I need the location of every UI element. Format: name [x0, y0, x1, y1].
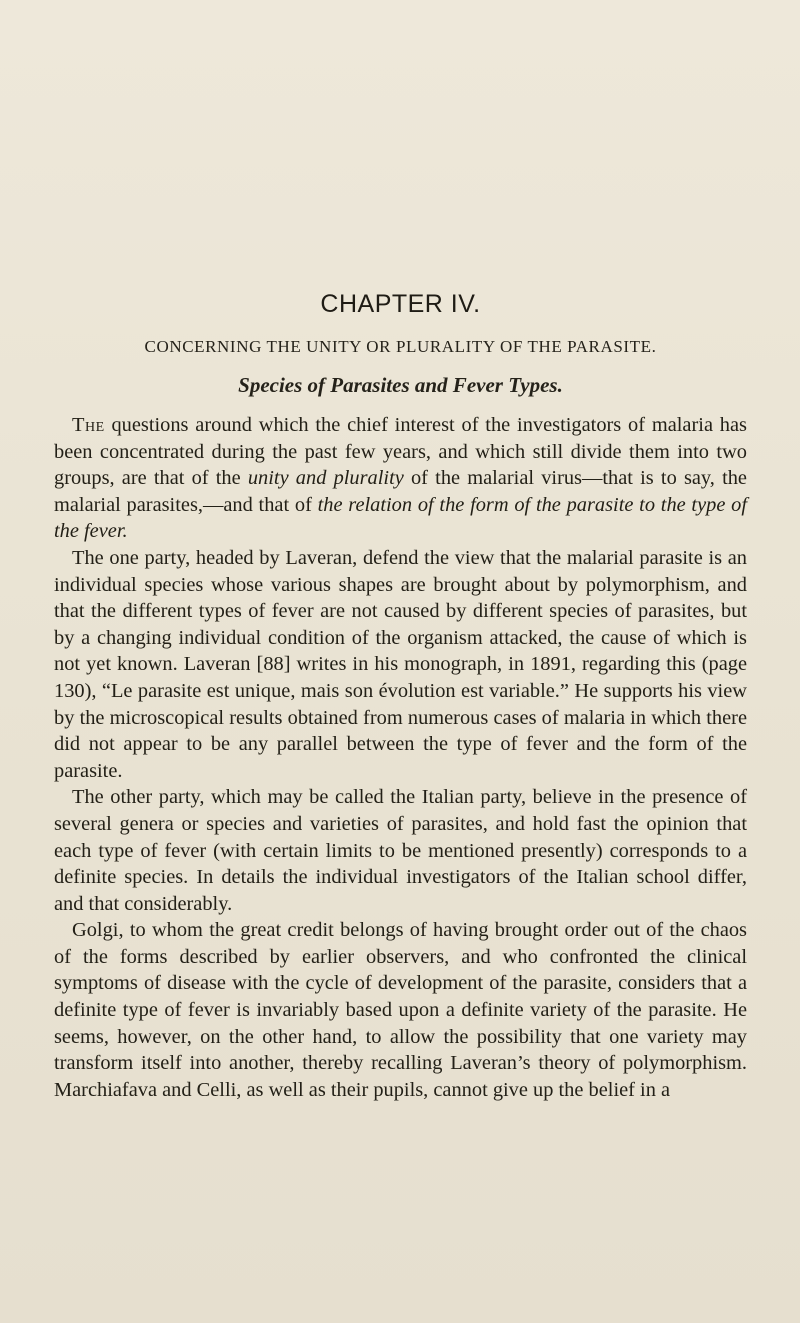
paragraph-1-italic-1: unity and plurality [247, 467, 404, 490]
paragraph-1-italic-2: the relation of the form of the parasite to the type of the fever. [54, 493, 747, 543]
chapter-subtitle: CONCERNING THE UNITY OR PLURALITY OF THE PARASITE. [144, 337, 657, 356]
chapter-title: CHAPTER IV. [320, 290, 481, 318]
paragraph-1 [54, 412, 747, 545]
section-title: Species of Parasites and Fever Types. [238, 373, 563, 397]
paragraph-1-lead: The [72, 414, 105, 436]
paragraph-1-text-b: of the malarial virus—that is to say, the malarial parasites,—and that of [54, 467, 747, 516]
paragraph-1-text-a: questions around which the chief interest of the investigators of malaria has been concentrated during the past few years, and which still divide them into two groups, are that of the [54, 414, 747, 490]
paragraph-4: Golgi, to whom the great credit belongs of having brought order out of the chaos of the forms described by earlier observers, and who confronted the clinical symptoms of disease with the cycle of development of the parasite, considers that a definite type of fever is invariably based upon a definite variety of the parasite. He seems, however, on the other hand, to allow the possibility that one variety may transform itself into another, thereby recalling Laveran’s theory of polymorphism. Marchiafava and Celli, as well as their pupils, cannot give up the belief in a [54, 919, 747, 1101]
page-content [54, 290, 747, 1103]
paragraph-3: The other party, which may be called the Italian party, believe in the presence of several genera or species and varieties of parasites, and hold fast the opinion that each type of fever (with certain limits to be mentioned presently) corresponds to a definite species. In details the individual investigators of the Italian school differ, and that considerably. [54, 786, 747, 915]
paragraph-2: The one party, headed by Laveran, defend the view that the malarial parasite is an individual species whose various shapes are brought about by polymorphism, and that the different types of fever are not caused by different species of parasites, but by a changing individual condition of the organism attacked, the cause of which is not yet known. Laveran [88] writes in his monograph, in 1891, regarding this (page 130), “Le parasite est unique, mais son évolution est variable.” He supports his view by the microscopical results obtained from numerous cases of malaria in which there did not appear to be any parallel between the type of fever and the form of the parasite. [54, 546, 747, 782]
